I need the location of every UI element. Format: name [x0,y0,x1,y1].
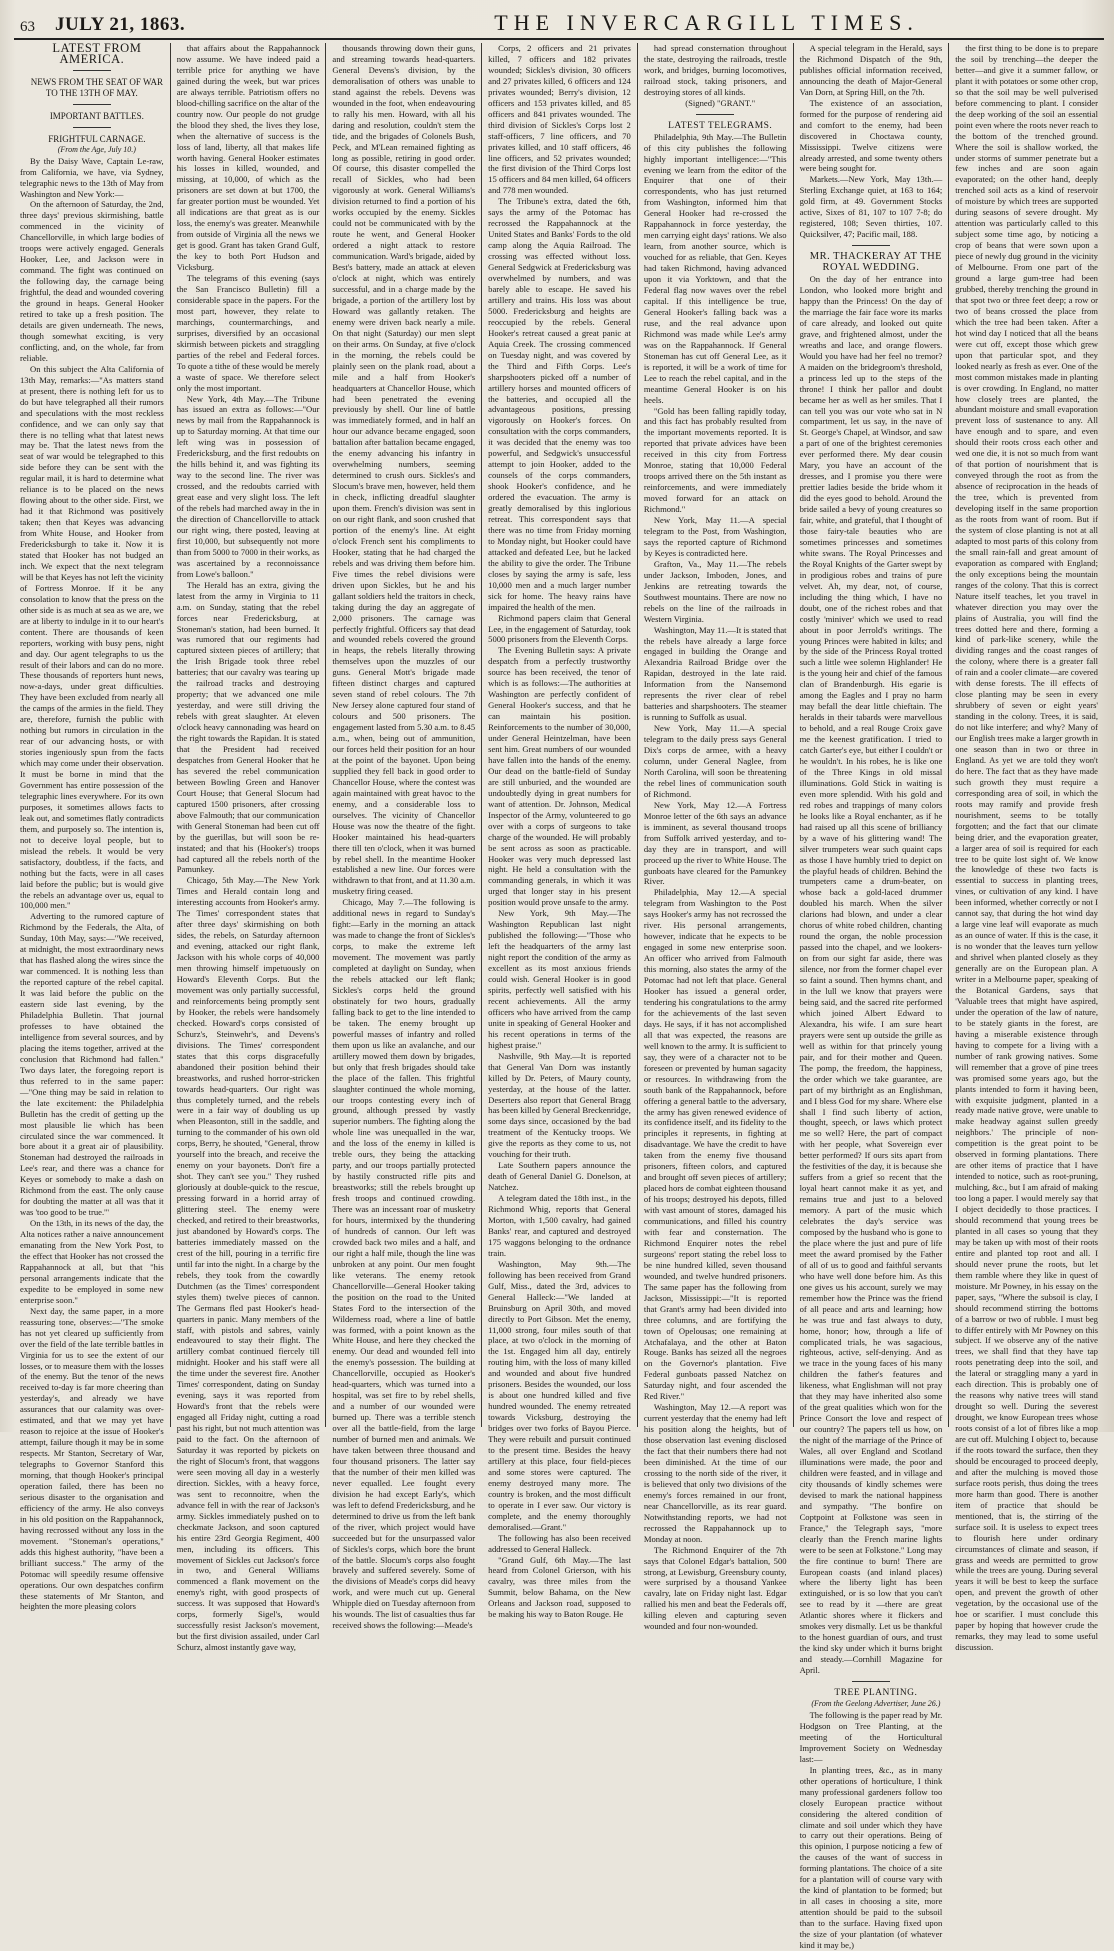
section-heading: MR. THACKERAY AT THE ROYAL WEDDING. [809,251,943,274]
paragraph: A telegram dated the 18th inst., in the Richmond Whig, reports that General Morton, with 1,500 cavalry, had gained Banks' rear, and captured and destroyed 175 waggons belonging to the ordnance train. [488,1193,631,1258]
paragraph: New York, May 11.—A special telegram to the daily press says General Dix's corps de armee, with a heavy column, under General Naglee, from North Carolina, will soon be threatening the rebel lines of communication south of Richmond. [643,723,787,799]
newspaper-title: THE INVERCARGILL TIMES. [494,10,919,35]
paragraph: By the Daisy Wave, Captain Le-raw, from California, we have, via Sydney, telegraphic news to the 13th of May from Washington and New York:— [20,155,164,199]
subheadline: NEWS FROM THE SEAT OF WAR TO THE 13TH OF MAY. [30,76,163,98]
paragraph: On the 13th, in its news of the day, the Alta notices rather a naive announcement emanating from the New York Post, to the effect that Hooker has not crossed the Rappahannock at all, but that "his personal arrangements indicate that the expedite to be employed in some new enterprise soon." [20,1218,164,1305]
paragraph: "Grand Gulf, 6th May.—The last heard from Colonel Grierson, with his cavalry, was three miles from the Summit, below Bahama, on the New Orleans and Jackson road, supposed to be making his way to Baton Rouge. He [488,1554,631,1620]
divider [73,127,111,128]
paragraph: The Richmond Enquirer of the 7th says that Colonel Edgar's battalion, 500 strong, at Lewisburg, Greensbury county, were surprised by a thousand Yankee cavalry, late on Friday night last. Edgar rallied his men and beat the Federals off, killing eleven and capturing seven wounded and four non-wounded. [643,1544,787,1632]
column-1 [14,41,170,1612]
paragraph: Corps, 2 officers and 21 privates killed, 7 officers and 182 privates wounded; Sickles's division, 30 officers and 27 privates killed, 6 officers and 124 privates wounded; Berry's division, 12 officers and 153 privates killed, and 85 officers and 841 privates wounded. The third division of Sickles's Corps lost 2 staff-officers, 7 line officers, and 70 privates killed, and 10 staff officers, 46 line officers, and 52 privates wounded; the first division of the Third Corps lost 15 officers and 84 men killed, 64 officers and 778 men wounded. [488,43,631,196]
paragraph: Washington, May 9th.—The following has been received from Grand Gulf, Miss., dated the 3rd, advices to General Halleck:—"We landed at Bruinsburg on April 30th, and moved directly to Port Gibson. Met the enemy, 11,000 strong, four miles south of that place, at two o'clock in the morning of the 1st. Engaged him all day, entirely routing him, with the loss of many killed and wounded and about five hundred prisoners. Besides the wounded, our loss is about one hundred killed and five hundred wounded. The enemy retreated towards Vicksburg, destroying the bridges over two forks of Bayou Pierce. They were rebuilt and pursuit continued to the present time. Besides the heavy artillery at this place, four field-pieces and some stores were captured. The enemy destroyed many more. The country is broken, and the most difficult to operate in I ever saw. Our victory is complete, and the enemy thoroughly demoralised.—Grant." [488,1258,631,1532]
column-3 [325,43,481,1631]
column-6 [793,43,949,1950]
column-7 [948,43,1104,1653]
page-number: 63 [20,19,35,35]
paragraph: On this subject the Alta California of 13th May, remarks:—"As matters stand at present, there is nothing left for us to do but have telegraphed all their rumors and speculations with the most reckless confidence, and we can only say that there is no telling what that latest news may be. That the latest news from the seat of war would be telegraphed to this side before they can be sent with the regular mail, it is hard to determine what reliance is to be placed on the news flowing about to the other side. First, we had it that Richmond was positively taken; then that Keyes was advancing from White House, and Hooker from Fredericksburgh to take it. Now it is stated that Hooker has not budged an inch. We expect that the next telegram will be that Keyes has not left the vicinity of Fortress Monroe. If it be any consolation to know that the press on the other side is as much at sea as we are, we are at liberty to indulge in it to our heart's content. There are thousands of keen reporters, working with busy pens, night and day. Our agent telegraphs to us the result of their labors and can do no more. These thousands of reporters hunt news, now-a-days, under great difficulties. They have been excluded from nearly all the camps of the armies in the field. They are, therefore, furnish the public with nothing but rumors in circulation in the rear of our advancing hosts, or with stories ingeniously spun from the facts which may come under their observation. It must be borne in mind that the Government has entire possession of the telegraphic lines everywhere. For its own purposes, it sometimes allows facts to leak out, and sometimes flatly contradicts them, and purposely so. The intention is, not to deceive loyal people, but to mislead the rebels. It would be very satisfactory, doubtless, if the facts, and nothing but the facts, were in all cases laid before the public; but is would give the rebels an advantage over us, equal to 100,000 men." [20,363,164,911]
subheadline: FRIGHTFUL CARNAGE. [48,133,146,144]
paragraph: "Gold has been falling rapidly today, and this fact has probably resulted from the important movements reported. It is reported that private advices have been received in this city from Fortress Monroe, stating that 10,000 Federal troops arrived there on the 5th instant as reinforcements, and were immediately moved forward for an attack on Richmond." [643,405,787,515]
paragraph: thousands throwing down their guns, and streaming towards head-quarters. General Devens's division, by the demoralisation of others was unable to stand against the rebels. Devens was wounded in the foot, when endeavouring to rally his men. Howard, with all his daring and resolution, couldn't stem the tide, and the brigades of Colonels Bush, Peck, and M'Lean remained fighting as long as possible, retiring in good order. Of course, this disaster compelled the recall of Sickles, who had been vigorously at work. General Williams's division returned to find a portion of his works occupied by the enemy. Sickles could not be communicated with by the route he went, and General Hooker ordered a night attack to restore communication. Ward's brigade, aided by Best's battery, made an attack at eleven o'clock at night, which was entirely successful, and in a charge made by the brigade, a portion of the artillery lost by Howard was gallantly retaken. The enemy were driven back nearly a mile. On that night (Saturday) our men slept on their arms. On Sunday, at five o'clock in the morning, the rebels could be plainly seen on the plank road, about a mile and a half from Hooker's headquarters at Chancellor House, which had been penetrated the evening previously by shell. Our line of battle was immediately formed, and in half an hour our advance became engaged, soon battalion after battalion became engaged, the enemy advancing his infantry in overwhelming numbers, seeming determined to crush ours. Sickles's and Slocum's brave men, however, held them in check, inflicting dreadful slaughter upon them. French's division was sent in on our right flank, and soon crushed that portion of the enemy's line. At eight o'clock French sent his compliments to Hooker, stating that he had charged the rebels and was driving them before him. Five times the rebel divisions were driven upon Sickles, but he and his gallant soldiers held the traitors in check, taking during the day an aggregate of 2,000 prisoners. The carnage was perfectly frightful. Officers say that dead and wounded rebels covered the ground in heaps, the rebels literally throwing themselves upon the muzzles of our guns. General Mott's brigade made fifteen distinct charges and captured seven stand of rebel colours. The 7th New Jersey alone captured four stand of colours and 500 prisoners. The engagement lasted from 5.30 a.m. to 8.45 a.m., when, being out of ammunition, our forces held their position for an hour at the point of the bayonet. Upon being supplied they fell back in good order to Chancellor House, where the contest was again maintained with great havoc to the enemy, and a considerable loss to ourselves. The vicinity of Chancellor House was now the theatre of the fight. Hooker maintained his head-quarters there till ten o'clock, when it was burned by rebel shell. In the meantime Hooker established a new line. Our forces were withdrawn to that front, and at 11.30 a.m. musketry firing ceased. [332,43,476,897]
paragraph: The Evening Bulletin says: A private despatch from a perfectly trustworthy source has been received, the tenor of which is as follows:—The authorities at Washington are perfectly confident of General Hooker's success, and that he can maintain his position. Reinforcements to the number of 30,000, under General Heintzelman, have been sent him. Great numbers of our wounded have fallen into the hands of the enemy. Our dead on the battle-field of Sunday are still unburied, and the wounded are undoubtedly dying in great numbers for want of attention. Dr. Johnson, Medical Inspector of the Army, volunteered to go over with a corps of surgeons to take charge of the wounded. He will probably be sent across as soon as practicable. Hooker was very much depressed last night. He held a consultation with the commanding generals, in which it was urged that longer stay in his present position would prove unsafe to the army. [488,645,631,908]
paragraph: Chicago, 5th May.—The New York Times and Herald contain long and interesting accounts from Hooker's army. The Times' correspondent states that after three days' skirmishing on both sides, the rebels, on Saturday afternoon and evening, attacked our right flank, Jackson with his whole corps of 40,000 men throwing himself impetuously on Howard's Eleventh Corps. But the movement was only partially successful, and reinforcements being promptly sent by Hooker, the rebels were handsomely checked. Howard's corps consisted of Schurz's, Steinwehr's, and Devens's divisions. The Times' correspondent states that this corps disgracefully abandoned their position behind their breastworks, and rushed horror-stricken towards head-quarters. Our right was thus completely turned, and the rebels were in a fair way of doubling us up when Pleasonton, still in the saddle, and turning to the commander of his own old corps, Berry, he shouted, "General, throw yourself into the breach, and receive the enemy on your bayonets. Don't fire a shot. They can't see you." They rushed gloriously at double-quick to the rescue, pressing forward in a horrid array of glittering steel. The enemy were checked, and retired to their breastworks, just abandoned by Howard's corps. The batteries immediately massed on the crest of the hill, pouring in a terrific fire until far into the night. In a charge by the rebels, they took from the cowardly Dutchmen (as the Times' correspondent styles them) twelve pieces of cannon. The Germans fled past Hooker's head-quarters in panic. Many members of the staff, with pistols and sabres, vainly endeavoured to stay their flight. The artillery combat continued fiercely till midnight. Hooker and his staff were all the time under the severest fire. Another Times' correspondent, dating on Sunday evening, says it was reported from Howard's front that the rebels were engaged all Friday night, cutting a road past his right, but not much attention was paid to the fact. On the afternoon of Saturday it was reported by pickets on the right of Slocum's front, that waggons were seen moving all day in a westerly direction. Sickles, with a heavy force, was sent to reconnoitre, when the advance fell in with the rear of Jackson's army. Sickles immediately pushed on to checkmate Jackson, and soon captured his entire 23rd Georgia Regiment, 400 men, including its officers. This movement of Sickles cut Jackson's force in two, and General Williams commenced a flank movement on the enemy's right, with good prospects of success. It was supposed that Howard's corps, formerly Sigel's, would successfully resist Jackson's movement, but the first division assailed, under Carl Schurz, almost instantly gave way, [176,875,320,1653]
issue-date: JULY 21, 1863. [55,14,186,35]
paragraph: Washington, May 12.—A report was current yesterday that the enemy had left his position along the heights, but of those observation last evening disclosed the fact that their numbers there had not been diminished. At the time of our crossing to the north side of the river, it is believed that only two divisions of the enemy's forces remained in our front, near Chancellorville, as its rear guard. Notwithstanding reports, we had not recrossed the Rappahannock up to Monday at noon. [643,1402,787,1544]
paragraph: Philadelphia, May 12.—A special telegram from Washington to the Post says Hooker's army has not recrossed the river. His personal arrangements, however, indicate that he expects to be engaged in some new enterprise soon. An officer who arrived from Falmouth this morning, also states the army of the Potomac had not left that place. General Hooker has issued a general order, tendering his congratulations to the army for the achievements of the last seven days. He says, if it has not accomplished all that was expected, the reasons are well known to the army. It is sufficient to say, they were of a character not to be foreseen or prevented by human sagacity or resources. In withdrawing from the south bank of the Rappahannock, before offering a general battle to the adversary, the army has given renewed evidence of its confidence itself, and its fidelity to the principles it represents, in fighting at disadvantage. We have the credit to have taken from the enemy five thousand prisoners, fifteen colors, and captured and brought off seven pieces of artillery; placed hors de combat eighteen thousand of his troops; destroyed his depots, filled with vast amount of stores, damaged his communications, and filled his country with fear and consternation. The Richmond Enquirer notes the rebel surgeons' report stating the rebel loss to be nine hundred killed, seven thousand wounded, and twelve hundred prisoners. The same paper has the following from Jackson, Mississippi:—"It is reported that Grant's army had been divided into three columns, and are fortifying the town of Opelousas; one remaining at Atchafalaya, and the other at Baton Rouge. Banks has seized all the negroes on the Governor's plantation. Five Federal gunboats passed Natchez on Saturday night, and four ascended the Red River." [643,887,787,1402]
divider [696,114,734,115]
paragraph: New York, 4th May.—The Tribune has issued an extra as follows:—"Our news by mail from the Rappahannock is up to Saturday morning. At that time our left wing was in possession of Fredericksburg, and the first redoubts on the hills behind it, and was fighting its way to the second line. The river was crossed, and the redoubts carried with great ease and very slight loss. The left of the rebels had marched away in the in the direction of Chancellorville to attack our right wing, there posted, leaving at first 10,000, but subsequently not more than from 5000 to 7000 in their works, as was ascertained by a reconnoissance from Lowe's balloon." [176,393,320,579]
paragraph: that affairs about the Rappahannock now assume. We have indeed paid a terrible price for anything we have gained during the week, but war prices are always terrible. Patriotism offers no blood-chilling sacrifice on the altar of the country now. Our people do not grudge the blood they shed, the lives they lose, when the alternative of success is the loss of land, liberty, all that makes life worth having. General Hooker estimates his losses in killed, wounded, and missing, at 10,000, of which as the prisoners are set down at but 1700, the far greater portion must be wounded. Yet all indications are that great as is our loss, the enemy's was greater. Meanwhile from outside of Virginia all the news we get is good. Grant has taken Grand Gulf, the key to both Port Hudson and Vicksburg. [176,43,320,273]
paragraph: The Herald has an extra, giving the latest from the army in Virginia to 11 a.m. on Sunday, stating that the rebel forces near Fredericksburg, at Stoneman's station, had been burned. It was rumored that our regiments had captured sixteen pieces of artillery; that the Irish Brigade took three rebel batteries; that our cavalry was tearing up the railroad tracks and destroying property; that we advanced one mile yesterday, and were still driving the rebels with great slaughter. At eleven o'clock heavy cannonading was heard on the right towards the Rapidan. It is stated that the President had received despatches from General Hooker that he has severed the rebel communication between Bowling Green and Hanover Court House; that General Slocum had captured 1500 prisoners, after crossing above Falmouth; that our communication with General Stoneman had been cut off by the guerillas, but will soon be re-instated; and that his (Hooker's) troops had captured all the rebels north of the Pamunkey. [176,579,320,875]
paragraph: Philadelphia, 9th May.—The Bulletin of this city publishes the following highly important intelligence:—"This evening we learn from the editor of the Enquirer that one of their correspondents, who has just returned from Washington, informed him that General Hooker had re-crossed the Rappahannock in force yesterday, the men carrying eight days' rations. We also learn, from another source, which is vouched for as reliable, that Gen. Keyes had taken Richmond, having advanced upon it via Yorktown, and that the Federal flag now waves over the rebel capital. If this intelligence be true, General Hooker's falling back was a ruse, and the real advance upon Richmond was made while Lee's army was on the Rappahannock. If General Stoneman has cut off General Lee, as it is reported, it will be a work of time for Lee to reach the rebel capital, and in the meantime General Hooker is on his heels. [643,131,787,405]
column-2 [170,43,326,1653]
paragraph: New York, May 11.—A special telegram to the Post, from Washington, says the reported capture of Richmond by Keyes is contradicted here. [643,515,787,558]
paragraph: New York, May 12.—A Fortress Monroe letter of the 6th says an advance is imminent, as several thousand troops from Suffolk arrived yesterday, and to-day they are in transport, and will proceed up the river to White House. The gunboats have cleared for the Pamunkey River. [643,799,787,887]
paragraph: The following is the paper read by Mr. Hodgson on Tree Planting, at the meeting of the Horticultural Improvement Society on Wednesday last:— [799,1709,943,1764]
headline: LATEST FROM AMERICA. [52,41,142,66]
column-5 [637,43,793,1632]
paragraph: Grafton, Va., May 11.—The rebels under Jackson, Imboden, Jones, and Jenkins are retreating towards the Southwest mountains. There are now no rebels on the line of the railroads in Western Virginia. [643,558,787,624]
paragraph: Markets.—New York, May 13th.—Sterling Exchange quiet, at 163 to 164; gold firm, at 49. Government Stocks active, Sixes of 81, 107 to 107 7-8; do registered, 108; Seven thirties, 107. Quicksilver, 47; Pacific mail, 188. [799,174,943,240]
paragraph: The existence of an association, formed for the purpose of rendering aid and comfort to the enemy, had been discovered in Choctawa county, Mississippi. Twelve citizens were already arrested, and some twenty others were being sought for. [799,97,943,174]
paragraph: Nashville, 9th May.—It is reported that General Van Dorn was instantly killed by Dr. Peters, of Maury county, yesterday, at the house of the latter. Deserters also report that General Bragg has been killed by General Breckenridge, some days since, occasioned by the bad treatment of the Kentucky troops. We give the reports as they come to us, not vouching for their truth. [488,1050,631,1160]
paragraph: New York, 9th May.—The Washington Republican last night published the following:—"Those who left the headquarters of the army last night report the condition of the army as excellent as its most anxious friends could wish. General Hooker is in good spirits, perfectly well satisfied with his recent achievements. All the army officers who have arrived from the camp unite in speaking of General Hooker and his recent operations in terms of the highest praise." [488,908,631,1050]
divider [852,1681,890,1682]
paragraph: A special telegram in the Herald, says the Richmond Dispatch of the 9th, publishes official information received, announcing the death of Major-General Van Dorn, at Spring Hill, on the 7th. [799,43,943,97]
paragraph: Late Southern papers announce the death of General Daniel G. Donelson, at Natchez. [488,1160,631,1193]
divider [852,245,890,246]
subheadline: IMPORTANT BATTLES. [49,110,144,121]
source-line: (From the Age, July 10.) [57,144,136,154]
masthead [14,6,1104,40]
paragraph: Next day, the same paper, in a more reassuring tone, observes:—"The smoke has not yet cleared up sufficiently from over the field of the late terrible battles in Virginia for us to see the extent of our losses, or to measure them with the losses of the enemy. But the tenor of the news received to-day is far more cheering than yesterday's, and already we have assurances that our calamity was over-estimated, and that we may yet have reason to rejoice at the issue of Hooker's attempt, failure though it may be in some respects. Mr Stanton, Secretary of War, telegraphs to Governor Stanford this morning, that though Hooker's principal operation failed, there has been no serious disaster to the organisation and efficiency of the army. He also conveys in his old position on the Rappahannock, having recrossed without any loss in the movement. "Stoneman's operations," adds this highest authority, "have been a brilliant success." The army of the Potomac will speedily resume offensive operations. Our own despatches confirm these statements of Mr Stanton, and heighten the more pleasing colors [20,1305,164,1612]
paragraph: On the afternoon of Saturday, the 2nd, three days' previous skirmishing, battle commenced in the vicinity of Chancellorville, in which large bodies of troops were actively engaged. Generals Hooker, Lee, and Jackson were in command. The fight was continued on the following day, the carnage being frightful, the dead and wounded covering the ground in heaps. General Hooker retired to take up a fresh position. The details are given underneath. The news, though somewhat exciting, is very conflicting, and, on the whole, far from reliable. [20,199,164,363]
paragraph: the first thing to be done is to prepare the soil by trenching—the deeper the better—and give it a summer fallow, or plant it with potatoes or some other crop, so that the soil may be well pulverised before commencing to plant. I consider the deep working of the soil an essential point even where the roots never reach to the bottom of the trenched ground. Where the soil is shallow worked, the under storms of summer penetrate but a few inches and are soon again evaporated; on the other hand, deeply trenched soil acts as a kind of reservoir of moisture by which trees are supported during seasons of severe drought. My attention was particularly called to this subject some time ago, by noticing a crop of beans that were sown upon a piece of newly dug ground in the vicinity of Melbourne. From one part of the ground a large gum-tree had been grubbed, thereby trenching the ground in that spot two or three feet deep; a row or two of beans crossed the place from which the tree had been taken. After a hot wind day I noticed that all the beans were cut off, except those which grew upon that particular spot, and they looked nearly as fresh as ever. One of the most common mistakes made in planting is over crowding. In England, no matter how closely trees are planted, the abundant moisture and small evaporation prevent loss of sustenance to any. All have enough and to spare, and even should their roots cross each other and wed one die, it is not so much from want of that portion of nourishment that is conveyed through the root as from the absence of reciprocation in the heads of the tree, which is prevented from developing itself in the same proportion as the roots from want of room. But if the system of close planting is not at all adapted to most parts of this colony from the small rain-fall and great amount of evaporation as compared with England; the only exceptions being the mountain ranges of the colony. That this is correct Nature itself teaches, let you travel in whatever direction you may over the plains of Australia, you will find the trees dotted here and there, forming a kind of park-like scenery, while the dividing ranges and the coast ranges of the colony, where there is a greater fall of rain and a cooler climate—are covered with dense forests. The ill effects of close planting may be seen in every shrubbery of seven or eight years' standing in the colony. Trees, it is said, do not like interfere; and why? Many of our English trees make a larger growth in one season than in two or three in England. As yet we are told they won't do here. The fact that as they have made such growth they must require a corresponding area of soil, in which the roots may ramify and provide fresh nourishment, seems to be totally forgotten; and the fact that our climate being drier, and the evaporation greater, a larger area of soil is required for each tree to be quite lost sight of. We know the knowledge of these two facts is essential to success in planting trees, vines, or cultivation of any kind. I have been informed, whether correctly or not I cannot say, that during the hot wind day a large vine leaf will evaporate as much as an ounce of water. If this is the case, it is no wonder that the leaves turn yellow and shrivel when planted closely as they generally are on the European plan. A writer in a Melbourne paper, speaking of the Botanical Gardens, says that 'Valuable trees that might have aspired, under the operation of the law of nature, to be stately giants in the forest, are having a miserable existence through having to compete for a living with a number of rank growing natives. Some will remember that a grove of pine trees was promised some years ago, but the plants intended to form it having been, with exquisite judgment, planted in a ready made native grove, were unable to make headway against sullen greedy neighbors.' The principle of non-competition is the great point to be observed in forming plantations. There are other items of practice that I have intended to notice, such as root-pruning, mulching, &c., but I am afraid of making too long a paper. I would merely say that I object decidedly to those practices. I should recommend that young trees be planted in all cases so young that they may be taken up with most of their roots entire and planted top root and all. I should never prune the roots, but let them ramble where they like in quest of moisture. Mr Powney, in his essay on the paper, says, "Where the subsoil is clay, I should recommend stirring the bottoms of a barrow or two of rubble. I must beg to differ entirely with Mr Powney on this subject. If we observe any of the native trees, we shall find that they have tap roots penetrating deep into the soil, and the lateral or straggling many a yard in each direction. This is probably one of the reasons why native trees will stand drought so well. During the severest drought, we know European trees whose roots consist of a lot of fibres like a mop are cut off. Mulching I object to, because if the roots toward the surface, then they should be encouraged to proceed deeply, and after the mulching is moved those surface roots perish, thus doing the trees more harm than good. There is another item of practice that should be mentioned, that is, the stirring of the surface soil. It is useless to expect trees to flourish here under ordinary circumstances of climate and season, if grass and weeds are permitted to grow while the trees are young. During several years it will be best to keep the surface open, and prevent the growth of other vegetation, by the occasional use of the hoe or scarifier. I must conclude this paper by hoping that however crude the remarks, they may lead to some useful discussion. [955,43,1098,1653]
divider [73,104,111,105]
section-heading: TREE PLANTING. [834,1688,918,1699]
paragraph: The Tribune's extra, dated the 6th, says the army of the Potomac has recrossed the Rappahannock at the United States and Banks' Fords to the old camp along the Aquia Railroad. The crossing was effected without loss. General Sedgwick at Fredericksburg was overwhelmed by numbers, and was barely able to escape. He saved his artillery and trains. His loss was about 5000. Fredericksburg and heights are reoccupied by the rebels. General Hooker's retreat caused a great panic at Aquia Creek. The crossing commenced on Tuesday night, and was covered by the Third and Fifth Corps. Lee's sharpshooters picked off a number of artillery horses and mounted officers of the batteries, and occupied all the advantageous positions, pressing vigorously on Hooker's forces. On consultation with the corps commanders, it was decided that the enemy was too powerful, and Sedgwick's unsuccessful attempt to join Hooker, added to the counsels of the corps commanders, shook Hooker's confidence, and he ordered the evacuation. The army is greatly demoralised by this inglorious retreat. This correspondent says that there was no time from Friday morning to Monday night, but Hooker could have attacked and defeated Lee, but he lacked the ability to give the order. The Tribune closes by saying the army is safe, less 10,000 men and a much larger number sick for home. The heavy rains have impaired the health of the men. [488,196,631,612]
section-heading: LATEST TELEGRAMS. [668,120,773,131]
paragraph: On the day of her entrance into London, who looked more bright and happy than the Princess! On the day of the marriage the fair face wore its marks of care already, and looked out quite grave, and frightened almost, under the wreaths and lace, and orange flowers. Would you have had her feel no tremor? A maiden on the bridegroom's threshold, a princess led up to the steps of the throne! I think her pallor and doubt became her as well as her smiles. That I can tell you was our vote who sat in N compartment, let us say, in the nave of St. George's Chapel, at Windsor, and saw a part of one of the brightest ceremonies ever performed there. My dear cousin Mary, you have an account of the dresses, and I promise you there were prettier ladies beside the bride whom it did the eyes good to behold. Around the bride sailed a bevy of young creatures so fair, white, and grateful, that I thought of those fairy-tale beauties who are sometimes princesses and sometimes white swans. The Royal Princesses and the Royal Knights of the Garter swept by in prodigious robes and trains of pure velvet. Ah, my dear, not, of course, including the thing which, I have no doubt, one of the richest robes and that costly 'miniver' which we used to read about in poor Jerrold's writings. The young Princes were habited in kilts; and by the side of the Princess Royal trotted such a little wee solemn Highlander! He is the young heir and chief of the famous clan of Brandenburgh. His egarie is among the Eagles and I pray no harm may befall the dear little chieftain. The heralds in their tabards were marvellous to behold, and a real Rouge Croix gave me the keenest gratification. I tried to catch Garter's eye, but either I couldn't or he wouldn't. In his robes, he is like one of the Three Kings in old missal illuminations. Gold Stick in waiting is even more splendid. With his gold and red robes and trappings of many colors he looks like a Royal enchanter, as if he had raised up all this scene of brilliancy by a wave of his glittering wand! The silver trumpeters wear such quaint caps as those I have humbly tried to depict on the playful heads of children. Behind the trumpeters came a drum-beater, on whose back a gold-laced drummer doubled his march. When the silver clarions had blown, and under a clear chorus of white robed children, chanting round the organ, the noble procession passed into the chapel, and we lookers-on from our sight far aside, there was silence, nor from the former chapel ever so faint a sound. Then hymns chant, and in the lull we know that prayers were being said, and the sacred rite performed which joined Albert Edward to Alexandra, his wife. I am sure heart prayers were sent up outside the grille as well as within for that princely young pair, and for their mother and Queen. The pomp, the freedom, the happiness, the order which we take guarantee, are part of my birthright as an Englishman, and I bless God for my share. Where else shall I find such liberty of action, thought, speech, or laws which protect me so well? Here, the part of compact with her people, what Sovereign ever better performed? If ours sits apart from the festivities of the day, it is because she suffers from a grief so recent that the loyal heart cannot make it as yet, and remains true and just to a beloved memory. A part of the music which celebrates the day's service was composed by the husband who is gone to the place where the just and pure of life meet the award promised by the Father of all of us to good and faithful servants who have well done before him. As this one gives us his account, surely we may remember how the Prince was the friend of all peace and arts and learning; how he was true and fast always to duty, home, honor; how, through a life of complicated trials, he was sagacious, righteous, active, self-denying. And as we trace in the young faces of his many children the father's features and likeness, what Englishman will not pray that they may have inherited also some of the great qualities which won for the Prince Consort the love and respect of our country? The papers tell us how, on the night of the marriage of the Prince of Wales, all over England and Scotland illuminations were made, the poor and children were feasted, and in village and city thousands of kindly schemes were devised to mark the national happiness and sympathy. "The bonfire on Coptpoint at Folkstone was seen in France," the Telegraph says, "more clearly than the French marine lights were to be seen at Folkstone." Long may the fire continue to burn! There are European coasts (and inland places) where the liberty light has been extinguished, or is so low that you can't see to read by it —there are great Atlantic shores where it flickers and smokes very dismally. Let us be thankful to the honest guardian of ours, and trust the kind sky under which it burns bright and steady.—Cornhill Magazine for April. [799,274,943,1676]
source-line: (From the Geelong Advertiser, June 26.) [811,1699,941,1709]
divider [73,70,111,71]
paragraph: had spread consternation throughout the state, destroying the railroads, trestle work, and bridges, burning locomotives, railroad stock, taking prisoners, and destroying stores of all kinds. [643,43,787,97]
paragraph: The telegrams of this evening (says the San Francisco Bulletin) fill a considerable space in the papers. For the most part, however, they relate to marchings, countermarchings, and surprises, diversified by an occasional skirmish between pickets and straggling parties of the rebel and Federal forces. To quote a tithe of these would be merely a waste of space. We therefore select only the most important. [176,273,320,393]
paragraph: In planting trees, &c., as in many other operations of horticulture, I think many professional gardeners follow too closely European practice without considering the altered condition of climate and soil under which they have to carry out their operations. Being of this opinion, I purpose noticing a few of the causes of the want of success in forming plantations. The choice of a site for a plantation will of course vary with the kind of plantation to be formed; but in all cases in choosing a site, more attention should be paid to the subsoil than to the surface. Having fixed upon the size of your plantation (of whatever kind it may be,) [799,1764,943,1950]
paragraph: Chicago, May 7.—The following is additional news in regard to Sunday's fight:—Early in the morning an attack was made to change the front of Sickles's corps, to make the extreme left movement. The movement was partly completed at daylight on Sunday, when the rebels attacked our left flank; Sickles's corps held the ground obstinately for two hours, gradually falling back to get to the line intended to be taken. The enemy brought up powerful masses of infantry and rolled them upon us like an avalanche, and our artillery mowed them down by brigades, but only that fresh brigades should take the place of the fallen. This frightful slaughter continued the whole morning, our troops contesting every inch of ground, although pressed by vastly superior numbers. The fighting along the whole line was unequalled in the war, and the loss of the enemy in killed is treble ours, they being the attacking party, and our troops partially protected by hastily constructed rifle pits and breastworks; still the rebels brought up fresh troops and continued crowding. There was an incessant roar of musketry for hours, intermixed by the thundering of hundreds of cannon. Our left was crowded back two miles and a half, and our right a half mile, though the line was unbroken at any point. Our men fought like veterans. The enemy retook Chancellorville—General Hooker taking the position on the road to the United States Ford to the intersection of the Wilderness road, where a line of battle was formed, with a point known as the White House, and here they checked the enemy. Our dead and wounded fell into the enemy's possession. The building at Chancellorville, occupied as Hooker's head-quarters, which was turned into a hospital, was set fire to by rebel shells, and a number of our wounded were burned up. There was a terrible stench over all the battle-field, from the large number of burned men and animals. We have taken between three thousand and four thousand prisoners. The latter say that the number of their men killed was never equalled. Lee fought every division he had except Early's, which was left to defend Fredericksburg, and he determined to drive us from the left bank of the river, which project would have succeeded but for the unsurpassed valor of Sickles's corps, which bore the brunt of the battle. Slocum's corps also fought bravely and suffered severely. Some of the divisions of Meade's corps did heavy work, and were much cut up. General Whipple died on Tuesday afternoon from his wounds. The list of casualties thus far received shows the following:—Meade's [332,897,476,1631]
paragraph: Adverting to the rumored capture of Richmond by the Federals, the Alta, of Sunday, 10th May, says:—"We received, at midnight, the most extraordinary news that has flashed along the wires since the war commenced. It is nothing less than the reported capture of the rebel capital. It was laid before the public on the eastern side last evening, by the Philadelphia Bulletin. That journal professes to have obtained the intelligence from several sources, and by placing the items together, arrived at the conclusion that Richmond had fallen." Two days later, the foregoing report is thus referred to in the same paper:—"One thing may be said in relation to the late excitement: the Philadelphia Bulletin has the credit of getting up the most plausible lie which has been circulated since the war commenced. It bore about it a great air of plausibility. Stoneman had destroyed the railroads in Lee's rear, and there was a chance for Keyes or somebody to make a dash on Richmond from the east. The only cause for doubting the matter at all was that it was 'too good to be true.'" [20,911,164,1218]
paragraph: Washington, May 11.—It is stated that the rebels have already a large force engaged in building the Orange and Alexandria Railroad Bridge over the Rapidan, destroyed in the late raid. Information from the Nansemond represents the river clear of rebel batteries and sharpshooters. The steamer is running to Suffolk as usual. [643,624,787,723]
signature-line: (Signed) "GRANT." [685,97,756,108]
paragraph: The following has also been received addressed to General Halleck. [488,1532,631,1554]
paragraph: Richmond papers claim that General Lee, in the engagement of Saturday, took 5000 prisoners from the Eleventh Corps. [488,612,631,645]
column-4 [481,43,637,1620]
columns [14,41,1104,1950]
